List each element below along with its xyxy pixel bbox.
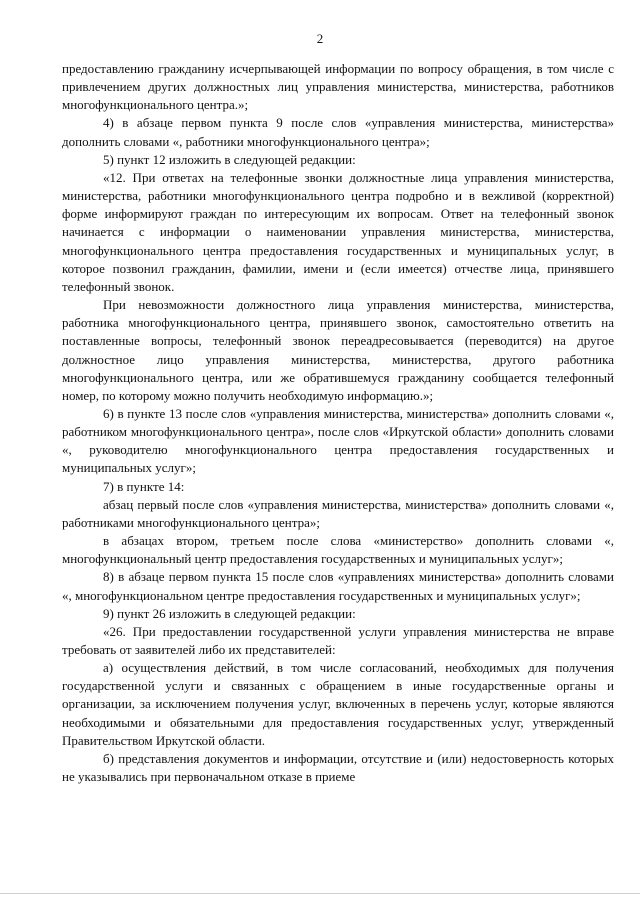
paragraph: 4) в абзаце первом пункта 9 после слов «управления министерства, министерства» дополнить словами «, работники многофункционального центра»; <box>62 115 614 149</box>
page-bottom-edge <box>0 893 640 894</box>
paragraph: «26. При предоставлении государственной услуги управления министерства не вправе требовать от заявителей либо их представителей: <box>62 623 614 657</box>
paragraph: 8) в абзаце первом пункта 15 после слов «управлениях министерства» дополнить словами «, многофункциональном центре предоставления государственных и муниципальных услуг»; <box>62 569 614 603</box>
paragraph: предоставлению гражданину исчерпывающей информации по вопросу обращения, в том числе с привлечением других должностных лиц управления министерства, министерства, работников многофункционального центра.»; <box>62 61 614 113</box>
document-body <box>62 60 614 786</box>
page-number: 2 <box>316 31 324 46</box>
paragraph: б) представления документов и информации, отсутствие и (или) недостоверность которых не указывались при первоначальном отказе в приеме <box>62 750 614 785</box>
paragraph: 7) в пункте 14: <box>103 478 185 494</box>
paragraph: а) осуществления действий, в том числе согласований, необходимых для получения государственной услуги и связанных с обращением в иные государственные органы и организации, за исключением получения услуг, включенных в перечень услуг, которые являются необходимыми и обязательными для предоставления государственных услуг, утвержденный Правительством Иркутской области. <box>62 660 614 748</box>
paragraph: 5) пункт 12 изложить в следующей редакции: <box>103 151 356 167</box>
paragraph: 9) пункт 26 изложить в следующей редакции: <box>103 605 356 621</box>
paragraph: 6) в пункте 13 после слов «управления министерства, министерства» дополнить словами «, работником многофункционального центра», после слов «Иркутской области» дополнить словами «, руководителю многофункционального центра предоставления государственных и муниципальных услуг»; <box>62 405 614 476</box>
paragraph: в абзацах втором, третьем после слова «министерство» дополнить словами «, многофункциональный центр предоставления государственных и муниципальных услуг»; <box>62 533 614 567</box>
paragraph: При невозможности должностного лица управления министерства, министерства, работника многофункционального центра, принявшего звонок, самостоятельно ответить на поставленные вопросы, телефонный звонок переадресовывается (переводится) на другое должностное лицо управления министерства, министерства, другого работника многофункционального центра, или же обратившемуся гражданину сообщается телефонный номер, по которому можно получить необходимую информацию.»; <box>62 297 614 403</box>
paragraph: абзац первый после слов «управления министерства, министерства» дополнить словами «, работниками многофункционального центра»; <box>62 496 614 530</box>
paragraph: «12. При ответах на телефонные звонки должностные лица управления министерства, министерства, работники многофункционального центра подробно и в вежливой (корректной) форме информируют граждан по интересующим их вопросам. Ответ на телефонный звонок начинается с информации о наименовании управления министерства, министерства, многофункционального центра предоставления государственных и муниципальных услуг, в которое позвонил гражданин, фамилии, имени и (если имеется) отчестве лица, принявшего телефонный звонок. <box>62 169 614 294</box>
